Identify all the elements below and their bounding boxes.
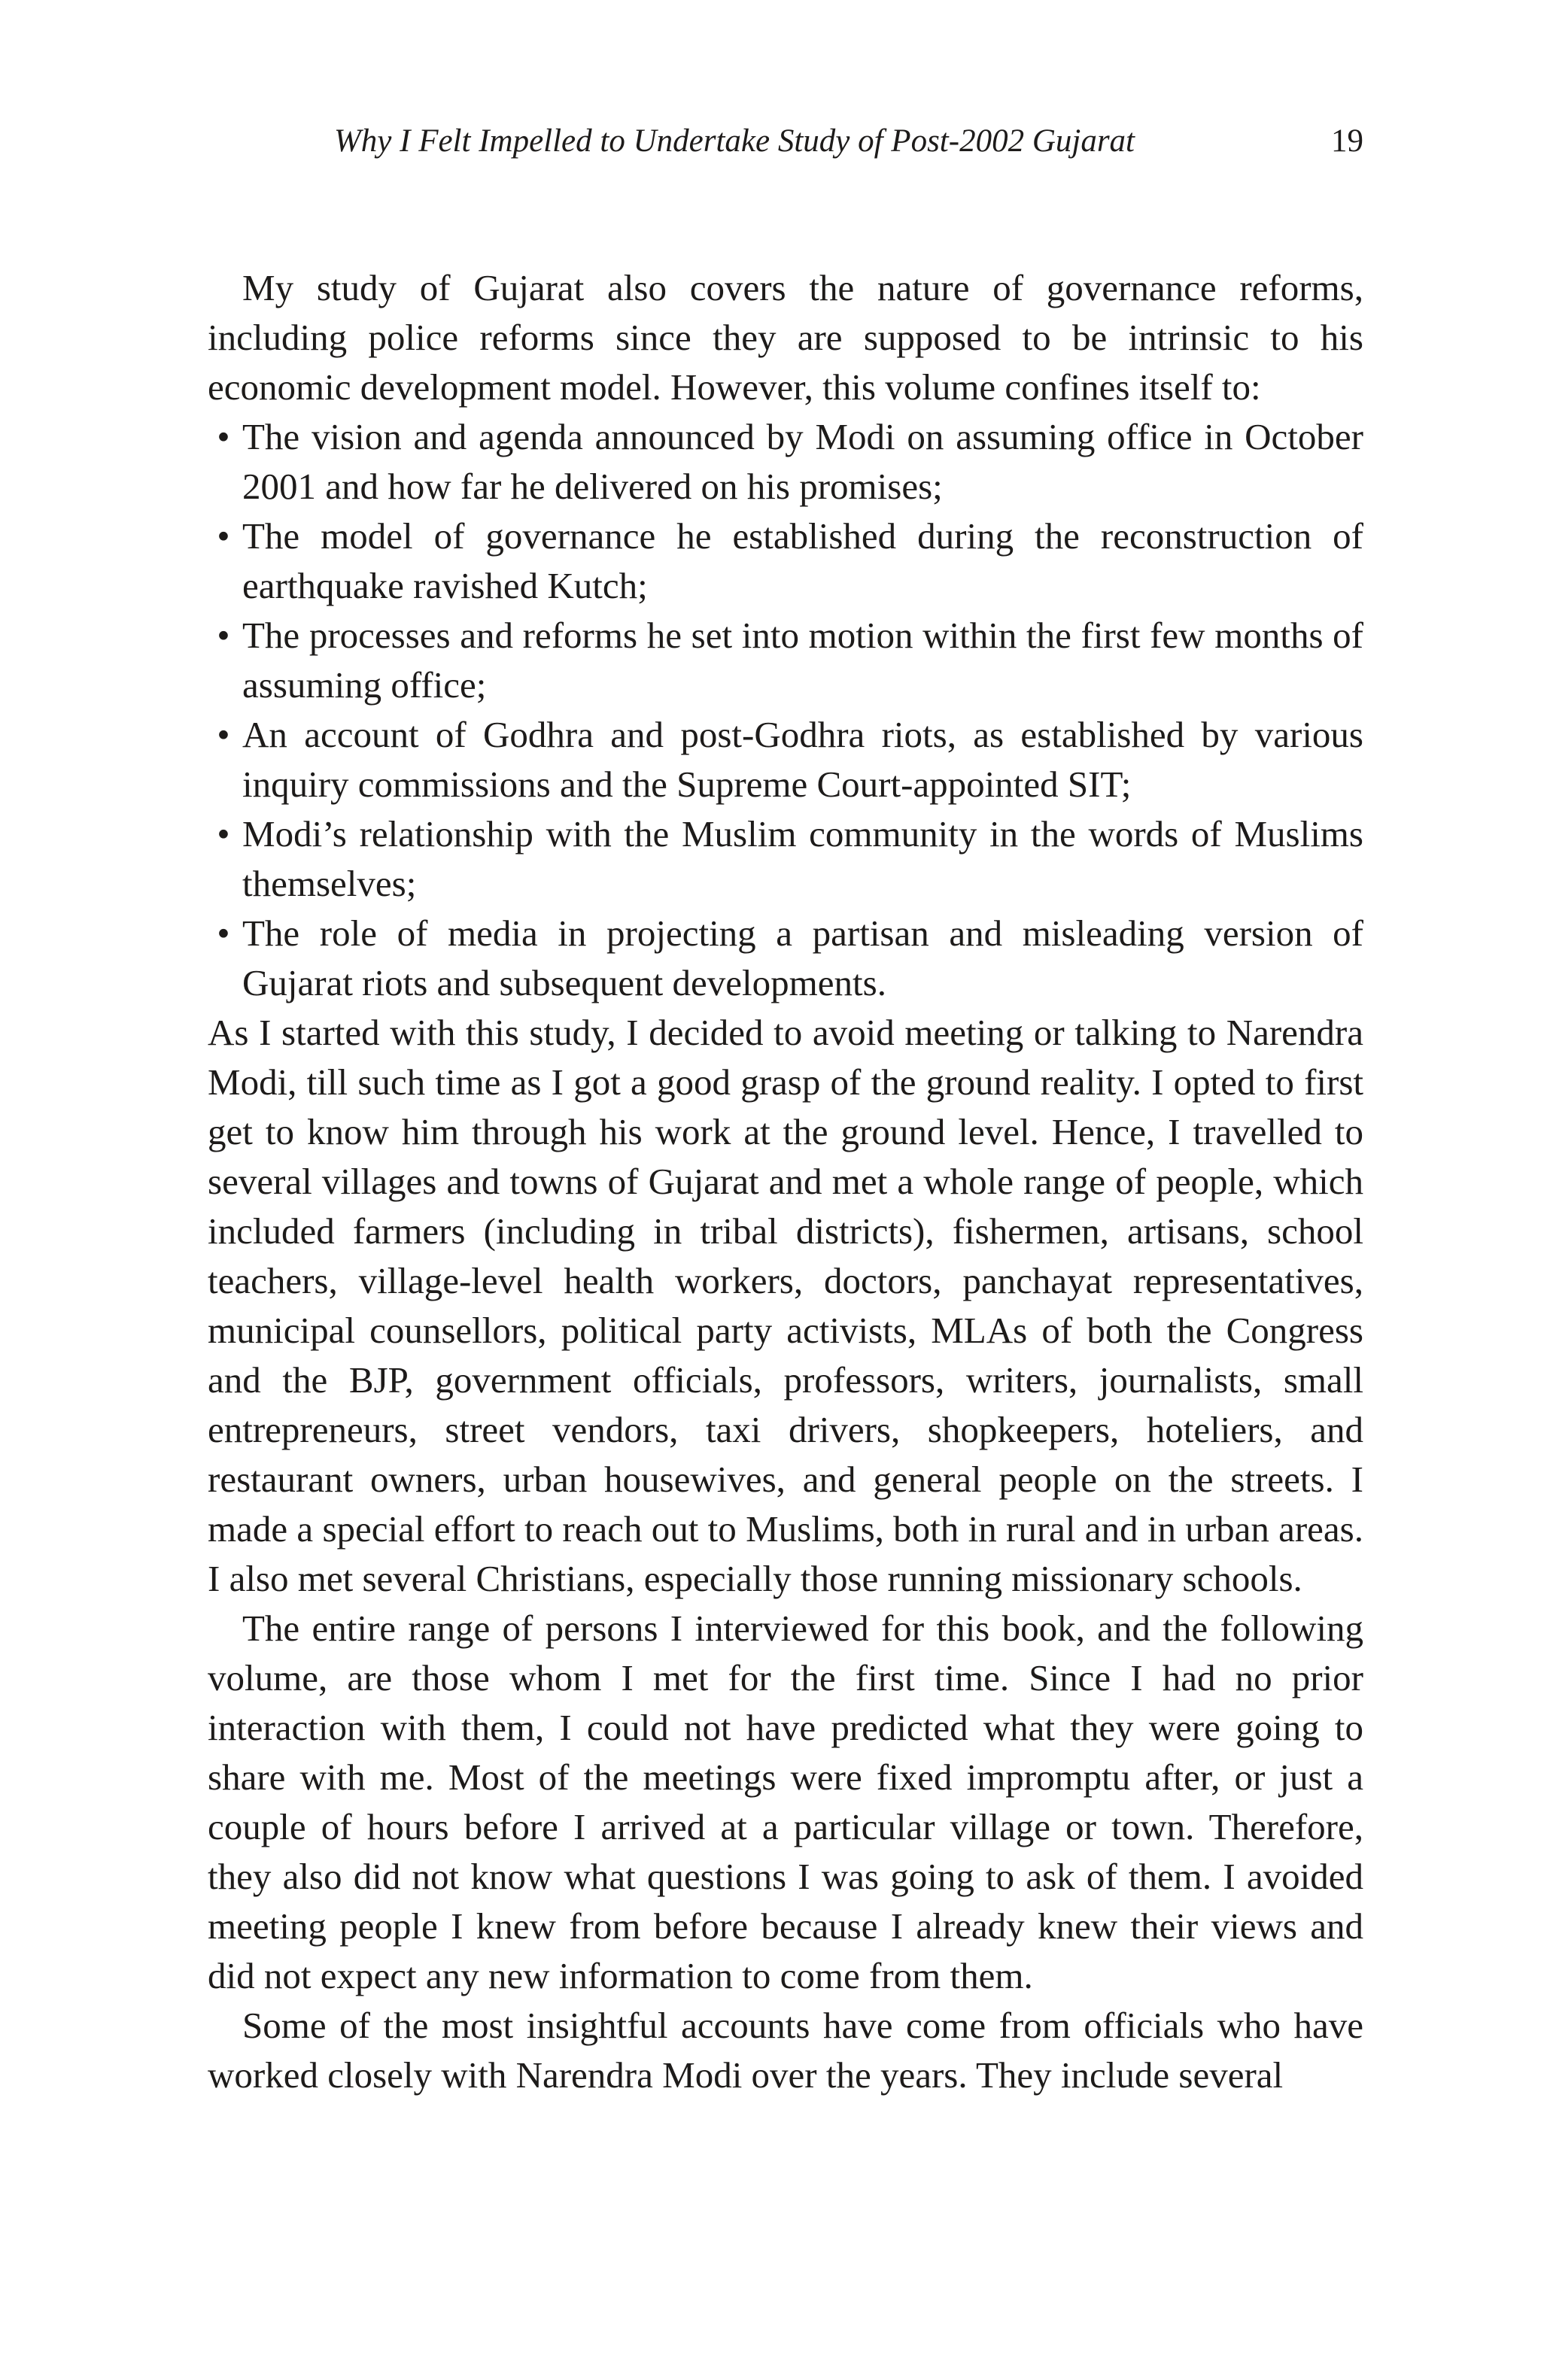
- body-text: [208, 263, 1363, 2100]
- bullet-icon: •: [217, 912, 230, 954]
- list-item-text: An account of Godhra and post-Godhra riots, as established by various inquiry commissions and the Supreme Court-appointed SIT;: [242, 714, 1363, 805]
- interviews-paragraph: The entire range of persons I interviewed for this book, and the following volume, are those whom I met for the first time. Since I had no prior interaction with them, I could not have predicted what they were going to share with me. Most of the meetings were fixed impromptu after, or just a couple of hours before I arrived at a particular village or town. Therefore, they also did not know what questions I was going to ask of them. I avoided meeting people I knew from before because I already knew their views and did not expect any new information to come from them.: [208, 1607, 1363, 1996]
- methodology-paragraph: As I started with this study, I decided to avoid meeting or talking to Narendra Modi, till such time as I got a good grasp of the ground reality. I opted to first get to know him through his work at the ground level. Hence, I travelled to several villages and towns of Gujarat and met a whole range of people, which included farmers (including in tribal districts), fishermen, artisans, school teachers, village-level health workers, doctors, panchayat representatives, municipal counsellors, political party activists, MLAs of both the Congress and the BJP, government officials, professors, writers, journalists, small entrepreneurs, street vendors, taxi drivers, shopkeepers, hoteliers, and restaurant owners, urban housewives, and general people on the streets. I made a special effort to reach out to Muslims, both in rural and in urban areas. I also met several Christians, especially those running missionary schools.: [208, 1012, 1363, 1599]
- list-item-text: The model of governance he established during the reconstruction of earthquake ravished Kutch;: [242, 515, 1363, 606]
- bullet-icon: •: [217, 714, 230, 755]
- list-item: [208, 809, 1363, 909]
- list-item: [208, 909, 1363, 1008]
- list-item-text: The vision and agenda announced by Modi on assuming office in October 2001 and how far he delivered on his promises;: [242, 416, 1363, 507]
- list-item: [208, 710, 1363, 809]
- intro-paragraph: My study of Gujarat also covers the nature of governance reforms, including police reforms since they are supposed to be intrinsic to his economic development model. However, this volume confines itself to:: [208, 267, 1363, 408]
- bullet-icon: •: [217, 515, 230, 557]
- list-item: [208, 412, 1363, 512]
- list-item-text: Modi’s relationship with the Muslim community in the words of Muslims themselves;: [242, 813, 1363, 904]
- bullet-icon: •: [217, 416, 230, 457]
- bullet-icon: •: [217, 615, 230, 656]
- running-head: [208, 119, 1363, 164]
- page-number: 19: [1331, 123, 1363, 159]
- officials-paragraph: Some of the most insightful accounts have come from officials who have worked closely with Narendra Modi over the years. They include several: [208, 2005, 1363, 2096]
- bullet-icon: •: [217, 813, 230, 855]
- topics-list: [208, 412, 1363, 1008]
- list-item-text: The processes and reforms he set into motion within the first few months of assuming office;: [242, 615, 1363, 706]
- running-title: Why I Felt Impelled to Undertake Study of Post-2002 Gujarat: [333, 123, 1135, 159]
- list-item: [208, 512, 1363, 611]
- list-item: [208, 611, 1363, 710]
- list-item-text: The role of media in projecting a partisan and misleading version of Gujarat riots and subsequent developments.: [242, 912, 1363, 1003]
